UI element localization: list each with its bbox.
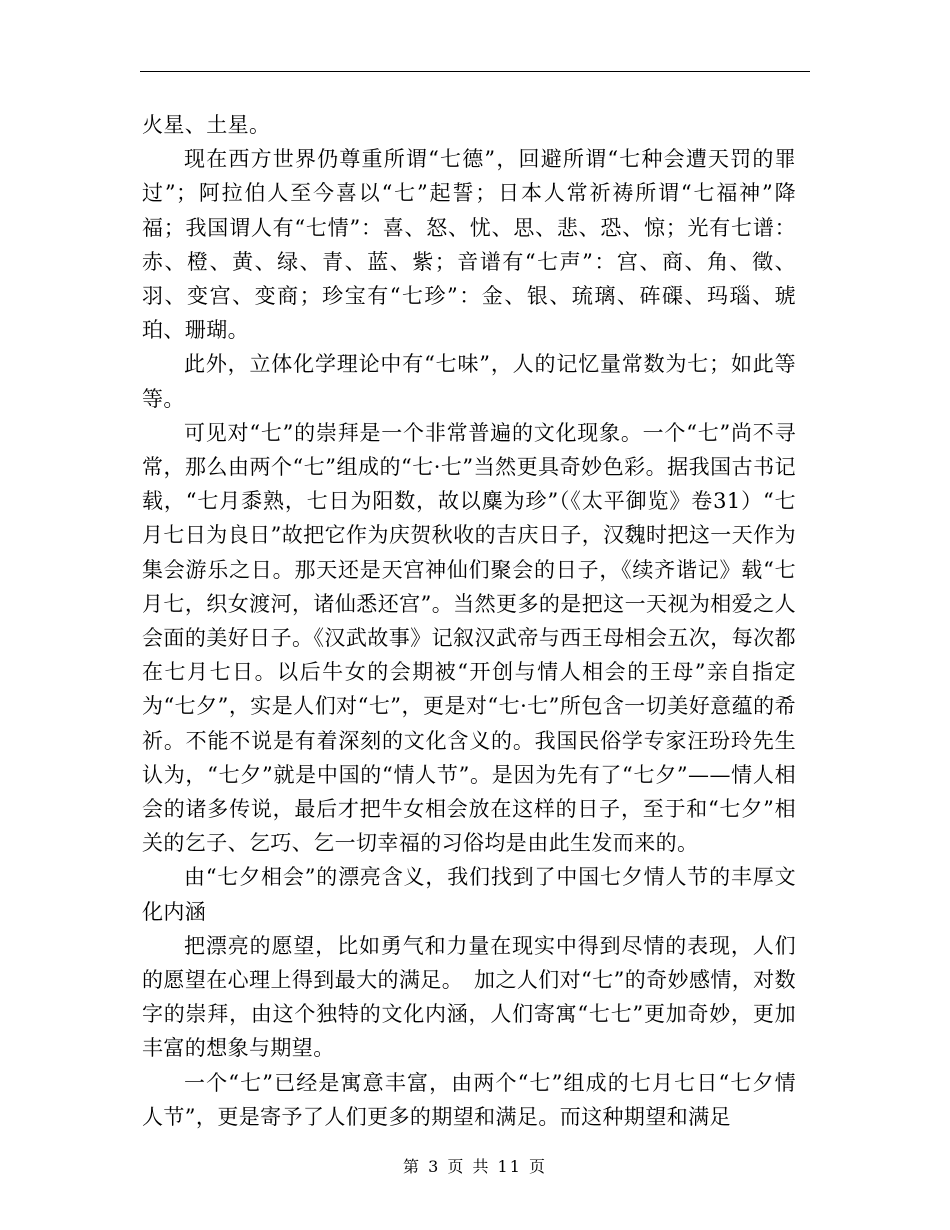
paragraph: 由“七夕相会”的漂亮含义，我们找到了中国七夕情人节的丰厚文化内涵 [142, 865, 796, 924]
page-number: 第 3 页 共 11 页 [403, 1157, 547, 1176]
paragraph: 把漂亮的愿望，比如勇气和力量在现实中得到尽情的表现，人们的愿望在心理上得到最大的满足。 加之人们对“七”的奇妙感情，对数字的崇拜，由这个独特的文化内涵，人们寄寓“七七”更加奇妙，更加丰富的想象与期望。 [142, 933, 796, 1061]
paragraph: 一个“七”已经是寓意丰富，由两个“七”组成的七月七日“七夕情人节”，更是寄予了人们更多的期望和满足。而这种期望和满足 [142, 1070, 796, 1129]
document-body [142, 108, 796, 1134]
header-rule [140, 71, 810, 72]
paragraph: 此外，立体化学理论中有“七味”，人的记忆量常数为七；如此等等。 [142, 352, 796, 411]
paragraph: 火星、土星。 [142, 113, 271, 137]
paragraph: 可见对“七”的崇拜是一个非常普遍的文化现象。一个“七”尚不寻常，那么由两个“七”组成的“七·七”当然更具奇妙色彩。据我国古书记载，“七月黍熟，七日为阳数，故以麋为珍”（《太平御览》卷31）“七月七日为良日”故把它作为庆贺秋收的吉庆日子，汉魏时把这一天作为集会游乐之日。那天还是天宫神仙们聚会的日子，《续齐谐记》载“七月七，织女渡河，诸仙悉还宫”。当然更多的是把这一天视为相爱之人会面的美好日子。《汉武故事》记叙汉武帝与西王母相会五次，每次都在七月七日。以后牛女的会期被“开创与情人相会的王母”亲自指定为“七夕”，实是人们对“七”，更是对“七·七”所包含一切美好意蕴的希祈。不能不说是有着深刻的文化含义的。我国民俗学专家汪玢玲先生认为，“七夕”就是中国的“情人节”。是因为先有了“七夕”——情人相会的诸多传说，最后才把牛女相会放在这样的日子，至于和“七夕”相关的乞子、乞巧、乞一切幸福的习俗均是由此生发而来的。 [142, 420, 796, 856]
paragraph: 现在西方世界仍尊重所谓“七德”，回避所谓“七种会遭天罚的罪过”；阿拉伯人至今喜以“七”起誓；日本人常祈祷所谓“七福神”降福；我国谓人有“七情”：喜、怒、忧、思、悲、恐、惊；光有七谱：赤、橙、黄、绿、青、蓝、紫；音谱有“七声”：宫、商、角、徵、羽、变宫、变商；珍宝有“七珍”：金、银、琉璃、砗磲、玛瑙、琥珀、珊瑚。 [142, 147, 796, 343]
